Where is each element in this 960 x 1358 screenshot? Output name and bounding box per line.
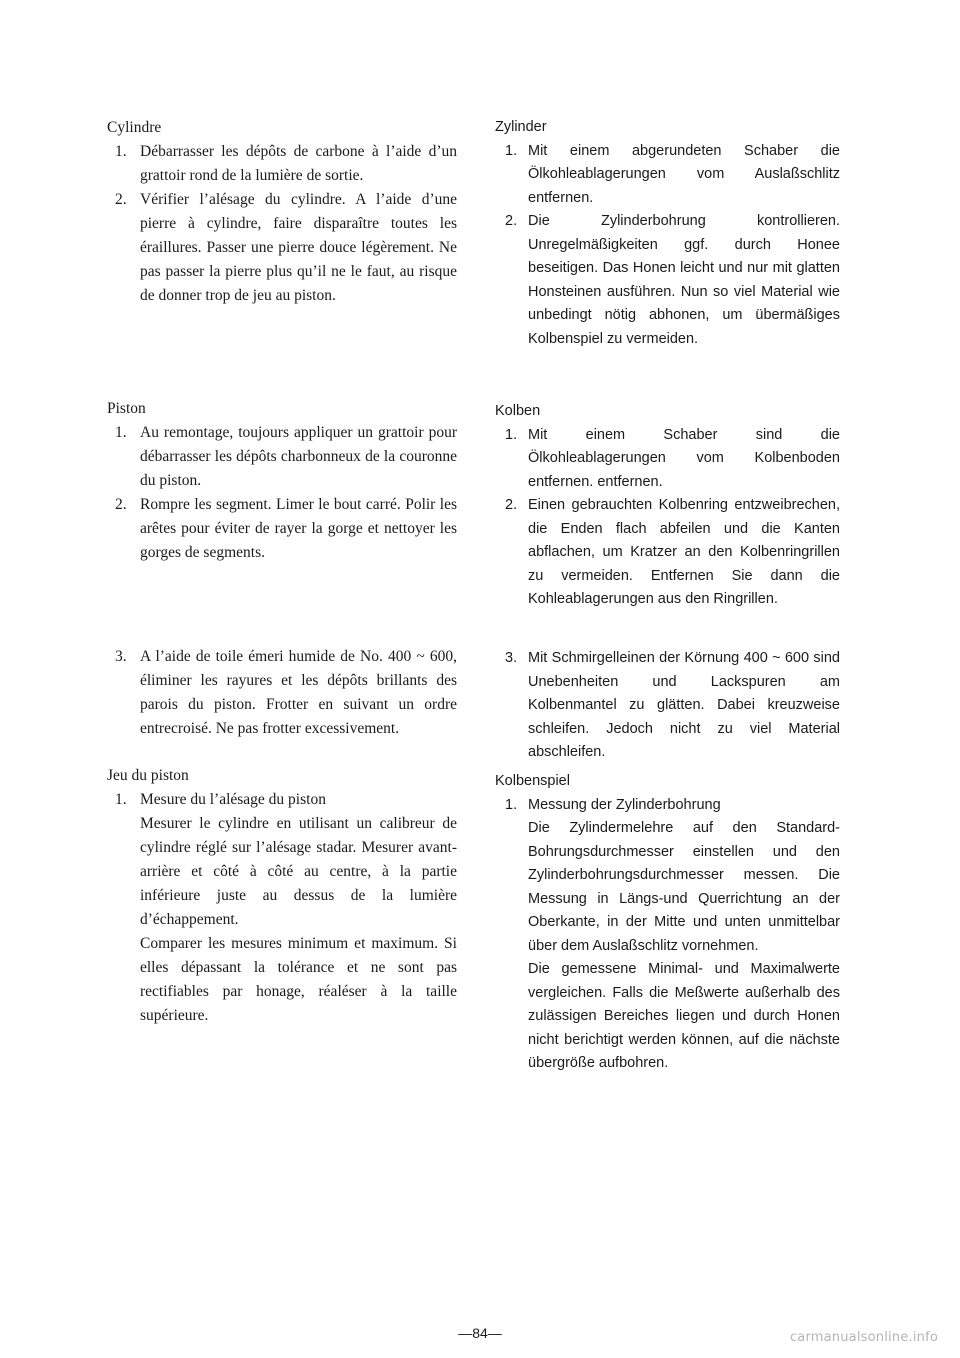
fr-piston-step-1 (107, 421, 457, 493)
de-piston-section (495, 400, 840, 612)
de-piston-step-1 (495, 424, 840, 495)
step-text: Die Zylinderbohrung kontrollieren. Unregelmäßigkeiten ggf. durch Honee beseitigen. Das Honen leicht und nur mit glatten Honsteinen ausführen. Nun so viel Material wie unbedingt nötig abhonen, um übermäßiges Kolbenspiel zu vermeiden. (528, 213, 840, 347)
de-piston-step-2 (495, 494, 840, 612)
step-number: 1. (505, 142, 518, 159)
step-text: Mit Schmirgelleinen der Körnung 400 ~ 600 sind Unebenheiten und Lackspuren am Kolbenmantel zu glätten. Dabei kreuzweise schleifen. Jedoch nicht zu viel Material abschleifen. (528, 650, 840, 760)
step-text (528, 794, 840, 1076)
step-number: 1. (115, 143, 127, 160)
fr-clearance-section (107, 764, 457, 1028)
de-clearance-section (495, 770, 840, 1076)
fr-cylinder-step-1 (107, 140, 457, 188)
de-clearance-step-1 (495, 794, 840, 1076)
step-number: 1. (115, 791, 127, 808)
step-text: Mit einem Schaber sind die Ölkohleablagerungen vom Kolbenboden entfernen. entfernen. (528, 426, 840, 490)
step-paragraph: Comparer les mesures minimum et maximum. Si elles dépassant la tolérance et ne sont pas rectifiables par honage, réaléser à la taille supérieure. (140, 935, 457, 1024)
step-number: 2. (505, 213, 518, 229)
fr-piston-step-3-section (107, 645, 457, 741)
fr-piston-step-2 (107, 493, 457, 565)
de-cylinder-step-1 (495, 140, 840, 211)
step-paragraph: Die Zylindermelehre auf den Standard-Bohrungsdurchmesser einstellen und den Zylinderbohrungsdurchmesser messen. Die Messung in Längs-und Querrichtung an der Oberkante, in der Mitte und unten unmittelbar über dem Auslaßschlitz vornehmen. (528, 820, 840, 954)
de-piston-step-3 (495, 647, 840, 765)
fr-clearance-heading: Jeu du piston (107, 767, 189, 784)
step-subtitle: Messung der Zylinderbohrung (528, 796, 721, 813)
fr-piston-step-3 (107, 645, 457, 741)
step-text: Au remontage, toujours appliquer un grattoir pour débarrasser les dépôts charbonneux de la couronne du piston. (140, 424, 457, 489)
step-text: A l’aide de toile émeri humide de No. 400 ~ 600, éliminer les rayures et les dépôts brillants des parois du piston. Frotter en suivant un ordre entrecroisé. Ne pas frotter excessivement. (140, 648, 457, 737)
step-text: Mit einem abgerundeten Schaber die Ölkohleablagerungen vom Auslaßschlitz entfernen. (528, 142, 840, 206)
step-number: 2. (115, 191, 127, 208)
de-clearance-heading: Kolbenspiel (495, 773, 570, 789)
step-number: 3. (115, 648, 127, 665)
step-text: Vérifier l’alésage du cylindre. A l’aide d’une pierre à cylindre, faire disparaître toutes les éraillures. Passer une pierre douce légèrement. Ne pas passer la pierre plus qu’il ne le faut, au risque de donner trop de jeu au piston. (140, 191, 457, 304)
step-number: 1. (505, 796, 518, 813)
step-number: 1. (505, 426, 518, 443)
step-number: 2. (115, 496, 127, 513)
step-paragraph: Mesurer le cylindre en utilisant un calibreur de cylindre réglé sur l’alésage stadar. Mesurer avant-arrière et côté à côté au centre, à la partie inférieure juste au dessus de la lumière d’échappement. (140, 815, 457, 928)
step-text: Débarrasser les dépôts de carbone à l’aide d’un grattoir rond de la lumière de sortie. (140, 143, 457, 184)
watermark: carmanualsonline.info (789, 1330, 938, 1345)
step-text: Einen gebrauchten Kolbenring entzweibrechen, die Enden flach abfeilen und die Kanten abflachen, um Kratzer an den Kolbenringrillen zu vermeiden. Entfernen Sie dann die Kohleablagerungen aus den Ringrillen. (528, 497, 840, 607)
step-number: 2. (505, 497, 518, 513)
de-piston-heading: Kolben (495, 403, 541, 419)
de-cylinder-step-2 (495, 210, 840, 351)
fr-piston-heading: Piston (107, 400, 146, 417)
fr-piston-section (107, 397, 457, 565)
fr-cylinder-heading: Cylindre (107, 119, 162, 136)
fr-cylinder-step-2 (107, 188, 457, 308)
step-text: Rompre les segment. Limer le bout carré. Polir les arêtes pour éviter de rayer la gorge et nettoyer les gorges de segments. (140, 496, 457, 561)
fr-cylinder-section (107, 116, 457, 308)
step-text (140, 788, 457, 1028)
step-subtitle: Mesure du l’alésage du piston (140, 791, 326, 808)
de-piston-step-3-section (495, 647, 840, 765)
page-number: —84— (458, 1325, 502, 1341)
step-number: 1. (115, 424, 127, 441)
step-paragraph: Die gemessene Minimal- und Maximalwerte vergleichen. Falls die Meßwerte außerhalb des zulässigen Bereiches liegen und durch Honen nicht berichtigt werden können, auf die nächste übergröße aufbohren. (528, 961, 840, 1071)
de-cylinder-heading: Zylinder (495, 119, 547, 135)
fr-clearance-step-1 (107, 788, 457, 1028)
step-number: 3. (505, 650, 518, 666)
de-cylinder-section (495, 116, 840, 351)
